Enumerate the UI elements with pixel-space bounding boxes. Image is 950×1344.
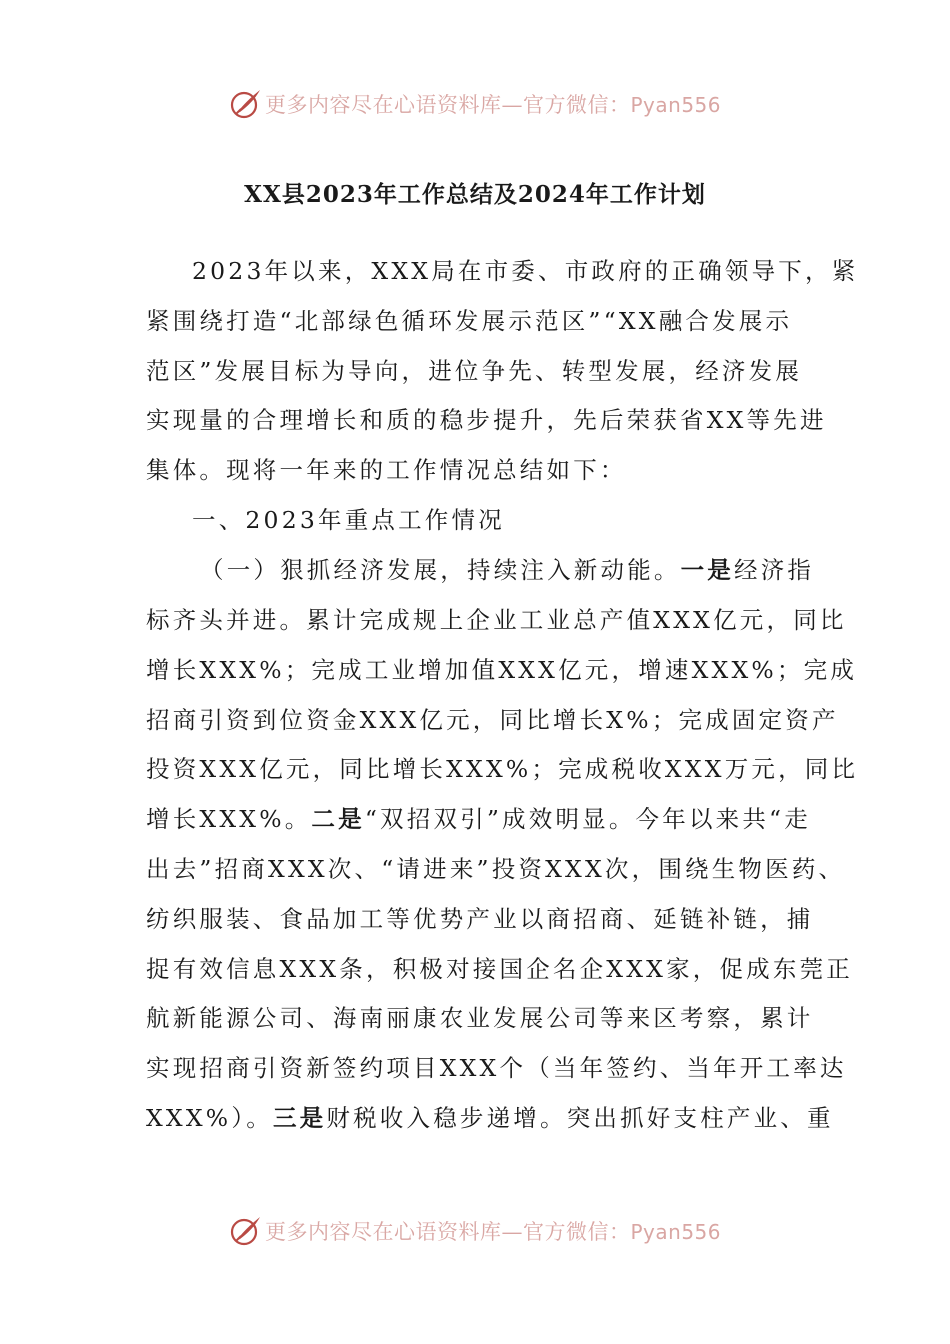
body-text: 财税收入稳步递增。突出抓好支柱产业、重 — [326, 1104, 834, 1132]
watermark-text: 更多内容尽在心语资料库—官方微信：Pyan556 — [264, 93, 721, 117]
body-text: “双招双引”成效明显。今年以来共“走 — [364, 805, 811, 833]
body-text: 增长XXX%。 — [146, 805, 312, 833]
body-line: 投资XXX亿元，同比增长XXX%；完成税收XXX万元，同比 — [146, 755, 859, 783]
body-line: 航新能源公司、海南丽康农业发展公司等来区考察，累计 — [146, 1004, 814, 1032]
document-title: XX县2023年工作总结及2024年工作计划 — [244, 181, 706, 208]
body-line: 实现招商引资新签约项目XXX个（当年签约、当年开工率达 — [146, 1054, 847, 1082]
body-line: 范区”发展目标为导向，进位争先、转型发展，经济发展 — [146, 357, 803, 385]
quill-logo-icon — [229, 1214, 263, 1248]
body-line: 标齐头并进。累计完成规上企业工业总产值XXX亿元，同比 — [146, 606, 847, 634]
body-line: 捉有效信息XXX条，积极对接国企名企XXX家，促成东莞正 — [146, 955, 853, 983]
quill-logo-icon — [229, 87, 263, 121]
body-line — [146, 804, 811, 834]
body-line: 增长XXX%；完成工业增加值XXX亿元，增速XXX%；完成 — [146, 656, 858, 684]
subsection-heading: （一）狠抓经济发展，持续注入新动能。 — [200, 556, 681, 584]
body-line: 出去”招商XXX次、“请进来”投资XXX次，围绕生物医药、 — [146, 855, 846, 883]
bold-marker: 三是 — [272, 1104, 327, 1132]
body-line: 实现量的合理增长和质的稳步提升，先后荣获省XX等先进 — [146, 406, 827, 434]
section-heading: 一、2023年重点工作情况 — [192, 506, 505, 534]
header-watermark — [0, 84, 950, 124]
body-line: 紧围绕打造“北部绿色循环发展示范区”“XX融合发展示 — [146, 307, 793, 335]
body-line: 2023年以来，XXX局在市委、市政府的正确领导下，紧 — [192, 257, 859, 285]
body-line — [146, 1103, 834, 1133]
body-text: XXX%）。 — [146, 1104, 273, 1132]
bold-marker: 二是 — [311, 805, 365, 833]
body-text: 经济指 — [734, 556, 815, 584]
watermark-text: 更多内容尽在心语资料库—官方微信：Pyan556 — [264, 1220, 721, 1244]
footer-watermark — [0, 1211, 950, 1251]
body-line — [200, 555, 814, 585]
body-line: 纺织服装、食品加工等优势产业以商招商、延链补链，捕 — [146, 905, 814, 933]
body-line: 招商引资到位资金XXX亿元，同比增长X%；完成固定资产 — [146, 706, 839, 734]
body-line: 集体。现将一年来的工作情况总结如下： — [146, 456, 627, 484]
bold-marker: 一是 — [680, 556, 735, 584]
